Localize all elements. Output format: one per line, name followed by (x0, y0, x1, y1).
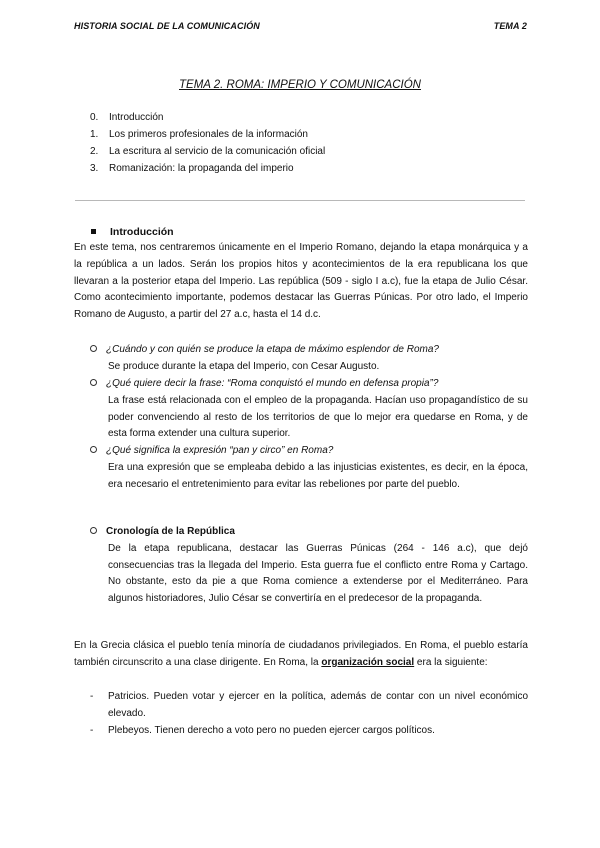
square-bullet-icon (91, 229, 96, 234)
chronology-heading (90, 524, 528, 541)
table-of-contents (90, 109, 510, 177)
toc-item (90, 160, 510, 177)
intro-paragraph: En este tema, nos centraremos únicamente en el Imperio Romano, dejando la etapa monárquica y a la república a un lados. Serán los propios hitos y acontecimientos de la era republicana los que llevaran a la posterior etapa del Imperio. Las república (509 - siglo I a.c), fue la etapa de Julio César. Como acontecimiento importante, podemos destacar las Guerras Púnicas. Por otro lado, el Imperio Romano de Augusto, a partir del 27 a.c, hasta el 14 d.c. (74, 242, 528, 321)
section-divider (75, 200, 525, 201)
question-block (90, 376, 528, 443)
question-text: ¿Cuándo y con quién se produce la etapa de máximo esplendor de Roma? (106, 344, 439, 355)
list-item (90, 723, 528, 740)
page-title: TEMA 2. ROMA: IMPERIO Y COMUNICACIÓN (179, 79, 421, 91)
toc-label: Los primeros profesionales de la información (109, 129, 308, 140)
question-title (90, 376, 528, 393)
social-paragraph (74, 638, 528, 672)
question-title (90, 443, 528, 460)
toc-label: Introducción (109, 112, 164, 123)
list-item (90, 689, 528, 723)
question-title (90, 342, 528, 359)
toc-item (90, 143, 510, 160)
chronology-heading-text: Cronología de la República (106, 526, 235, 537)
circle-bullet-icon (90, 345, 97, 352)
answer-text: Era una expresión que se empleaba debido a las injusticias existentes, es decir, en la época, era necesario el entretenimiento para evitar las rebeliones por parte del pueblo. (108, 461, 528, 490)
social-text-before: En la Grecia clásica el pueblo tenía minoría de ciudadanos privilegiados. En Roma, el pueblo estaría también circunscrito a una clase dirigente. En Roma, la (74, 640, 528, 668)
toc-label: Romanización: la propaganda del imperio (109, 163, 294, 174)
toc-item (90, 126, 510, 143)
answer-text: La frase está relacionada con el empleo de la propaganda. Hacían uso propagandístico de su poder convenciendo al resto de los territorios de que lo mejor era quedarse en Roma, y de esta forma extender una cultura superior. (108, 394, 528, 440)
toc-label: La escritura al servicio de la comunicación oficial (109, 146, 326, 157)
social-classes-list (90, 689, 528, 739)
social-bold-term: organización social (321, 656, 415, 668)
circle-bullet-icon (90, 379, 97, 386)
dash-bullet: - (90, 691, 94, 702)
list-item-text: Plebeyos. Tienen derecho a voto pero no pueden ejercer cargos políticos. (108, 724, 435, 736)
chronology-paragraph: De la etapa republicana, destacar las Guerras Púnicas (264 - 146 a.c), que dejó consecuencias tras la llegada del Imperio. Esta guerra fue el conflicto entre Roma y Cartago. No obstante, esto da pie a que Roma comience a extenderse por el Mediterráneo. Para algunos historiadores, Julio César se convertiría en el predecesor de la propaganda. (108, 542, 528, 605)
chronology-block (90, 524, 528, 608)
list-item-text: Patricios. Pueden votar y ejercer en la política, además de contar con un nivel económico elevado. (108, 691, 528, 719)
toc-number: 0. (90, 112, 99, 123)
question-block (90, 443, 528, 493)
intro-heading-text: Introducción (110, 226, 174, 238)
question-text: ¿Qué significa la expresión “pan y circo” en Roma? (106, 445, 334, 456)
header-chapter-label: TEMA 2 (493, 21, 527, 31)
toc-number: 1. (90, 129, 99, 140)
answer-text: Se produce durante la etapa del Imperio, con Cesar Augusto. (108, 360, 380, 372)
social-text-after: era la siguiente: (414, 656, 488, 668)
circle-bullet-icon (90, 527, 97, 534)
dash-bullet: - (90, 724, 94, 736)
header-course-title: HISTORIA SOCIAL DE LA COMUNICACIÓN (74, 21, 260, 31)
intro-heading (91, 226, 174, 238)
toc-number: 2. (90, 146, 99, 157)
question-text: ¿Qué quiere decir la frase: “Roma conquistó el mundo en defensa propia”? (106, 378, 439, 389)
toc-number: 3. (90, 163, 99, 174)
toc-item (90, 109, 510, 126)
question-block (90, 342, 528, 376)
circle-bullet-icon (90, 446, 97, 453)
